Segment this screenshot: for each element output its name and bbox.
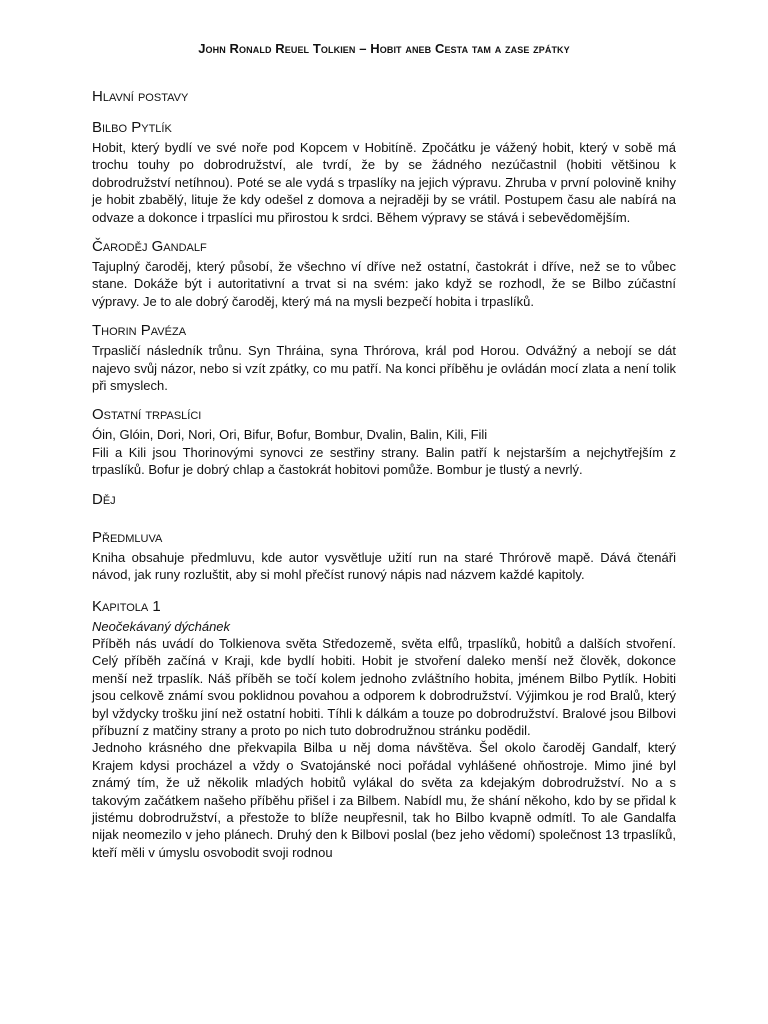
preface-heading: Předmluva [92, 528, 163, 546]
section-gandalf [92, 237, 676, 310]
gandalf-text: Tajuplný čaroděj, který působí, že všechno ví dříve než ostatní, častokrát i dříve, než se to vůbec stane. Dokáže být i autoritativní a trvat si na svém: jako když se rozhodl, že se Bilbo zúčastní výpravy. Je to ale dobrý čaroděj, který má na mysli bezpečí hobita i trpaslíků. [92, 259, 676, 309]
bilbo-text: Hobit, který bydlí ve své noře pod Kopcem v Hobitíně. Zpočátku je vážený hobit, který v sobě má trochu touhy po dobrodružství, ale tvrdí, že by se žádného nezúčastnil (hobiti většinou k dobrodružství netíhnou). Poté se ale vydá s trpaslíky na jejich výpravu. Zhruba v první polovině knihy je hobit zbabělý, lituje že kdy odešel z domova a nejraději by se vrátil. Postupem času ale nabírá na odvaze a dokonce i trpaslíci mu přirostou k srdci. Během výpravy se stává i sebevědomějším. [92, 140, 676, 225]
dwarves-text: Fili a Kili jsou Thorinovými synovci ze sestřiny strany. Balin patří k nejstarším a nejchytřejším z trpaslíků. Bofur je dobrý chlap a častokrát hobitovi pomůže. Bombur je tlustý a nevrlý. [92, 444, 676, 478]
section-chapter1 [92, 597, 676, 862]
chapter1-subtitle: Neočekávaný dýchánek [92, 618, 231, 634]
section-bilbo [92, 118, 676, 226]
preface-text: Kniha obsahuje předmluvu, kde autor vysvětluje užití run na staré Thrórově mapě. Dává čtenáři návod, jak runy rozluštit, aby si mohl přečíst runový nápis nad názvem každé kapitoly. [92, 549, 676, 583]
thorin-text: Trpasličí následník trůnu. Syn Thráina, syna Thrórova, král pod Horou. Odvážný a nebojí se dát najevo svůj názor, nebo si vzít zpátky, co mu patří. Na konci příběhu je ovládán mocí zlata a není tolik při smyslech. [92, 343, 676, 394]
bilbo-heading: Bilbo Pytlík [92, 119, 172, 136]
characters-heading: Hlavní postavy [92, 88, 189, 105]
document-title: John Ronald Reuel Tolkien – Hobit aneb Cesta tam a zase zpátky [198, 41, 570, 56]
section-thorin [92, 321, 676, 394]
dwarves-heading: Ostatní trpaslíci [92, 406, 202, 424]
chapter1-text-1: Příběh nás uvádí do Tolkienova světa Středozemě, světa elfů, trpaslíků, hobitů a dalších stvoření. Celý příběh začíná v Kraji, kde bydlí hobiti. Hobit je stvoření daleko menší než člověk, dokonce menší než trpaslík. Náš příběh se točí kolem jednoho zvláštního hobita, jménem Bilbo Pytlík. Hobiti jsou celkově známí svou poklidnou povahou a odporem k dobrodružství. Výjimkou je rod Bralů, který byl vždycky trošku jiní než ostatní hobiti. Tíhli k dálkám a touze po dobrodružství. Bralové jsou Bilbovi příbuzní z matčiny strany a proto po nich tuto dobrodružnou stránku podědil. [92, 635, 676, 738]
dwarves-list: Óin, Glóin, Dori, Nori, Ori, Bifur, Bofur, Bombur, Dvalin, Balin, Kili, Fili [92, 427, 488, 443]
section-preface [92, 528, 676, 584]
thorin-heading: Thorin Pavéza [92, 322, 187, 340]
gandalf-heading: Čaroděj Gandalf [92, 238, 207, 256]
chapter1-heading: Kapitola 1 [92, 597, 161, 615]
chapter1-text-2: Jednoho krásného dne překvapila Bilba u něj doma návštěva. Šel okolo čaroděj Gandalf, který Krajem kdysi procházel a vždy o Svatojánské noci pořádal vyhlášené ohňostroje. Mimo jiné byl známý tím, že už několik mladých hobitů vylákal do světa za kdejakým dobrodružství. No a s takovým začátkem našeho příběhu přišel i za Bilbem. Nabídl mu, že shání někoho, kdo by se přidal k jistému dobrodružství, a přestože to blíže neupřesnil, tak ho Bilbo kvapně odmítl. To ale Gandalfa nijak neomezilo v jeho plánech. Druhý den k Bilbovi poslal (bez jeho vědomí) společnost 13 trpaslíků, kteří měli v úmyslu osvobodit svoji rodnou [92, 740, 676, 860]
plot-heading: Děj [92, 490, 116, 508]
section-dwarves [92, 405, 676, 478]
